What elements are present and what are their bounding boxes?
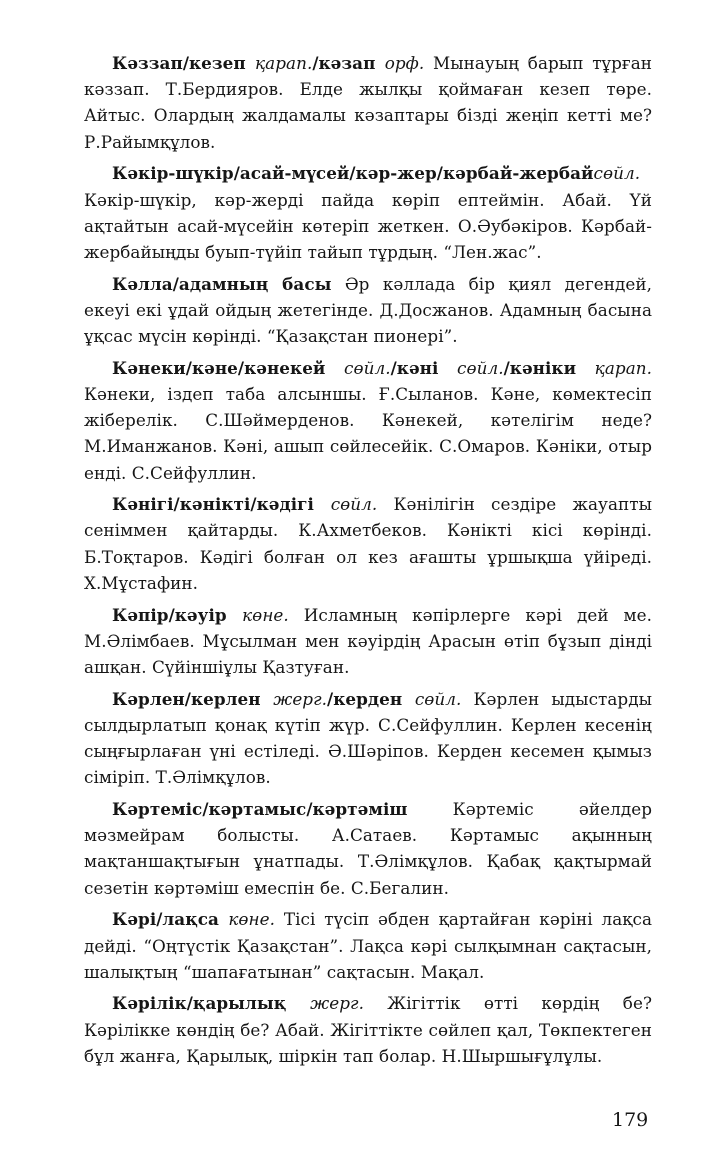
headword: Кәрілік/қарылық (112, 993, 311, 1014)
usage-label: сөйл. (593, 163, 641, 184)
entry-examples: Кәнеки, іздеп таба алсыншы. Ғ.Сыланов. Кәне, көмектесіп жіберелік. С.Шәймерденов. Кәнекей, кәтелігім неде? М.Иманжанов. Кәні, ашып сөйлесейік. С.Омаров. Кәніки, отыр енді. С.Сейфуллин. (84, 383, 652, 483)
usage-label: орф. (384, 53, 425, 73)
headword: Кәкір-шүкір/асай-мүсей/кәр-жер/кәрбай-жербай (112, 163, 594, 184)
dictionary-entry (84, 50, 652, 155)
usage-label: көне. (228, 909, 276, 930)
usage-label: сөйл. (457, 357, 504, 378)
usage-label: қарап. (254, 53, 313, 73)
dictionary-entry (84, 355, 652, 486)
entry-examples: Кәкір-шүкір, кәр-жерді пайда көріп ептеймін. Абай. Үй ақтайтын асай-мүсейін көтеріп жеткен. О.Әубәкіров. Кәрбай-жербайыңды буып-түйіп тайып тұрдың. “Лен.жас”. (84, 189, 652, 262)
entry-examples: Кәртеміс әйелдер мәзмейрам болысты. А.Сатаев. Кәртамыс ақынның мақтаншақтығын ұнатпады. Т.Әлімқұлов. Қабақ қақтырмай сезетін кәртәміш емеспін бе. С.Бегалин. (84, 798, 652, 898)
page-number: 179 (612, 1109, 649, 1131)
usage-label: жерг. (273, 688, 328, 709)
dictionary-entry (84, 491, 652, 596)
entry-examples: Исламның кәпірлерге кәрі дей ме. М.Әлімбаев. Мұсылман мен кәуірдің Арасын өтіп бұзып дінді ашқан. Сүйіншіұлы Қазтуған. (84, 604, 652, 677)
usage-label: жерг. (310, 993, 364, 1014)
entries-column (84, 50, 652, 1075)
entry-examples: Жігіттік өтті көрдің бе? Кәрілікке көндің бе? Абай. Жігіттікте сөйлеп қал, Төкпектеген бұл жанға, Қарылық, шіркін тап болар. Н.Шыршығұлұлы. (84, 993, 652, 1066)
dictionary-entry (84, 602, 652, 681)
entry-examples: Мынауың барып тұрған кәззап. Т.Бердияров. Елде жылқы қоймаған кезеп төре. Айтыс. Олардың жалдамалы кәзаптары бізді жеңіп кетті ме? Р.Райымқұлов. (84, 53, 652, 152)
usage-label: сөйл. (344, 357, 391, 378)
headword: Кәрі/лақса (112, 909, 229, 930)
dictionary-entry (84, 160, 652, 265)
headword: /кәніки (503, 357, 595, 378)
usage-label: көне. (242, 604, 289, 625)
headword: /кәзап (312, 53, 385, 73)
headword: Кәрлен/керлен (112, 688, 274, 709)
entry-examples: Кәнілігін сездіре жауапты сеніммен қайтарды. К.Ахметбеков. Кәнікті кісі көрінді. Б.Тоқтаров. Кәдігі болған ол кез ағашты ұршықша үйіреді. Х.Мұстафин. (84, 494, 652, 593)
usage-label: сөйл. (414, 688, 462, 709)
dictionary-entry (84, 686, 652, 791)
dictionary-entry (84, 990, 652, 1069)
headword: Кәртеміс/кәртамыс/кәртәміш (112, 798, 408, 819)
usage-label: қарап. (594, 357, 652, 378)
dictionary-entry (84, 796, 652, 901)
usage-label: сөйл. (330, 494, 378, 515)
headword: Кәпір/кәуір (112, 604, 243, 625)
dictionary-entry (84, 271, 652, 350)
entry-examples: Әр кәллада бір қиял дегендей, екеуі екі ұдай ойдың жетегінде. Д.Досжанов. Адамның басына ұқсас мүсін көрінді. “Қазақстан пионері”. (84, 273, 652, 347)
headword: /кәні (390, 357, 457, 378)
entry-examples: Тісі түсіп әбден қартайған кәріні лақса дейді. “Оңтүстік Қазақстан”. Лақса кәрі сылқымнан сақтасын, шалықтың “шапағатынан” сақтасын. Мақал. (84, 909, 652, 982)
headword: Кәнеки/кәне/кәнекей (112, 357, 344, 378)
entry-examples: Кәрлен ыдыстарды сылдырлатып қонақ күтіп жүр. С.Сейфуллин. Керлен кесенің сыңғырлаған үні естіледі. Ә.Шәріпов. Керден кесемен қымыз сіміріп. Т.Әлімқұлов. (84, 688, 652, 788)
headword: Кәлла/адамның басы (112, 273, 332, 294)
headword: Кәнігі/кәнікті/кәдігі (112, 494, 331, 515)
headword: /керден (327, 688, 415, 709)
headword: Кәззап/кезеп (112, 53, 255, 73)
dictionary-entry (84, 906, 652, 985)
